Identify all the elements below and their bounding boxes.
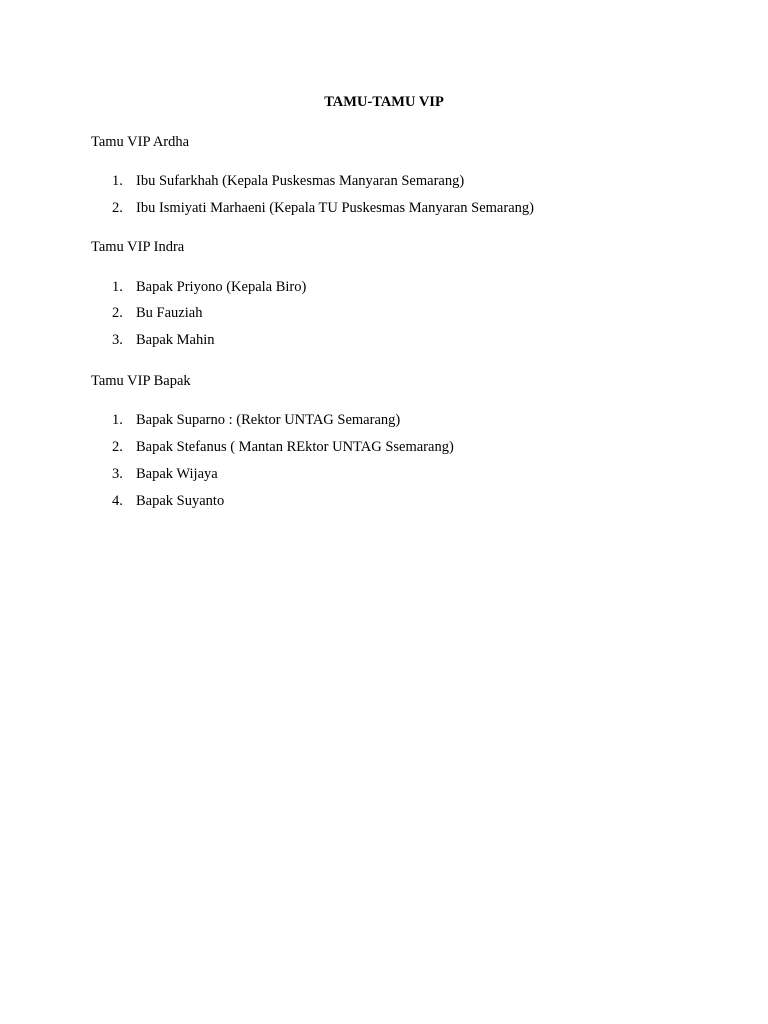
list-number: 1. [112,173,123,189]
list-item-text: Bapak Mahin [136,332,215,348]
list-item [112,410,400,430]
section-heading-indra: Tamu VIP Indra [91,239,185,255]
list-item-text: Bapak Suparno : (Rektor UNTAG Semarang) [136,412,401,428]
list-item-text: Bapak Priyono (Kepala Biro) [136,279,307,295]
section-heading-bapak: Tamu VIP Bapak [91,373,191,389]
list-number: 2. [112,439,123,455]
list-number: 2. [112,305,123,321]
page-title: TAMU-TAMU VIP [324,94,444,110]
list-item-text: Bapak Suyanto [136,493,225,509]
list-number: 3. [112,332,123,348]
list-item [112,330,215,350]
list-number: 4. [112,493,123,509]
list-number: 2. [112,200,123,216]
list-item [112,491,224,511]
list-item-text: Ibu Sufarkhah (Kepala Puskesmas Manyaran Semarang) [136,173,465,189]
list-item [112,277,306,297]
list-number: 1. [112,279,123,295]
section-heading-ardha: Tamu VIP Ardha [91,134,190,150]
list-item [112,464,218,484]
list-item [112,171,464,191]
list-item [112,437,454,457]
list-item-text: Bapak Wijaya [136,466,218,482]
list-item-text: Bapak Stefanus ( Mantan REktor UNTAG Ssemarang) [136,439,454,455]
list-item-text: Ibu Ismiyati Marhaeni (Kepala TU Puskesmas Manyaran Semarang) [136,200,534,216]
list-item [112,198,534,218]
list-item [112,303,202,323]
list-number: 1. [112,412,123,428]
list-number: 3. [112,466,123,482]
list-item-text: Bu Fauziah [136,305,203,321]
